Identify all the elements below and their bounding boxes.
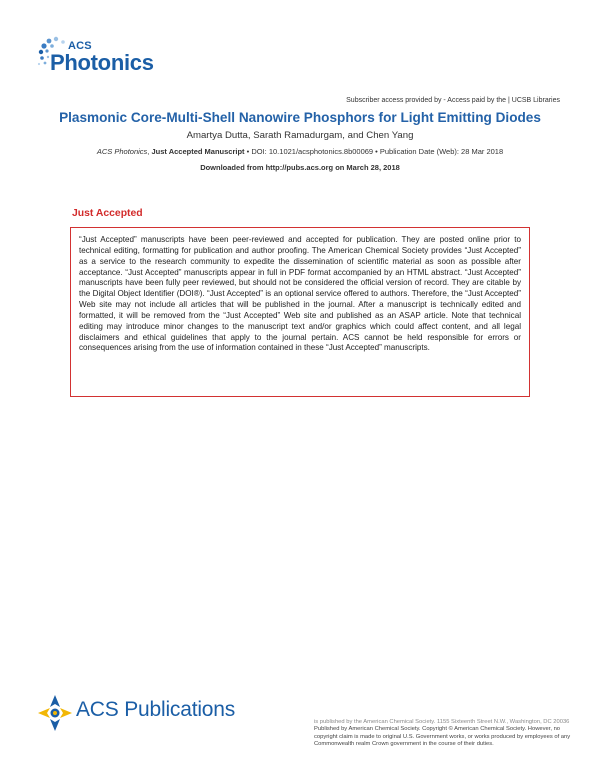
- just-accepted-notice-text: “Just Accepted” manuscripts have been peer-reviewed and accepted for publication. They are posted online prior to technical editing, formatting for publication and author proofing. The American Chemical Society provides “Just Accepted” as a service to the research community to expedite the dissemination of scientific material as soon as possible after acceptance. “Just Accepted” manuscripts appear in full in PDF format accompanied by an HTML abstract. “Just Accepted” manuscripts have been fully peer reviewed, but should not be considered the official version of record. They are citable by the Digital Object Identifier (DOI®). “Just Accepted” is an optional service offered to authors. Therefore, the “Just Accepted” Web site may not include all articles that will be published in the journal. After a manuscript is technically edited and formatted, it will be removed from the “Just Accepted” Web site and published as an ASAP article. Note that technical editing may introduce minor changes to the manuscript text and/or graphics which could affect content, and all legal disclaimers and ethical guidelines that apply to the journal pertain. ACS cannot be held responsible for errors or consequences arising from the use of information contained in these “Just Accepted” manuscripts.: [79, 235, 521, 353]
- article-authors: Amartya Dutta, Sarath Ramadurgam, and Chen Yang: [186, 130, 414, 141]
- subscriber-access-line: Subscriber access provided by - Access paid by the | UCSB Libraries: [346, 97, 560, 104]
- footer-address: is published by the American Chemical Society. 1155 Sixteenth Street N.W., Washington, DC 20036: [314, 719, 570, 725]
- publisher-logo: [36, 693, 236, 733]
- journal-logo: [36, 34, 166, 84]
- just-accepted-heading: Just Accepted: [72, 208, 143, 219]
- downloaded-line: Downloaded from http://pubs.acs.org on March 28, 2018: [200, 163, 400, 172]
- just-accepted-notice-box: [70, 227, 530, 397]
- journal-logo-acs: ACS: [68, 40, 92, 52]
- footer-note: [314, 719, 584, 749]
- acs-publications-emblem-icon: [36, 693, 74, 733]
- article-title: Plasmonic Core-Multi-Shell Nanowire Phosphors for Light Emitting Diodes: [59, 110, 541, 125]
- citation-separator: ,: [147, 147, 152, 156]
- citation-journal: ACS Photonics: [96, 147, 148, 156]
- journal-logo-name: Photonics: [50, 50, 154, 75]
- citation-manuscript-label: Just Accepted Manuscript: [151, 147, 245, 156]
- footer-copyright: Published by American Chemical Society. Copyright © American Chemical Society. However, no copyright claim is made to original U.S. Government works, or works produced by employees of any Commonwealth realm Crown government in the course of their duties.: [314, 726, 571, 748]
- publisher-name: ACS Publications: [76, 698, 236, 721]
- article-citation: [0, 147, 600, 156]
- citation-details: • DOI: 10.1021/acsphotonics.8b00069 • Publication Date (Web): 28 Mar 2018: [244, 147, 504, 156]
